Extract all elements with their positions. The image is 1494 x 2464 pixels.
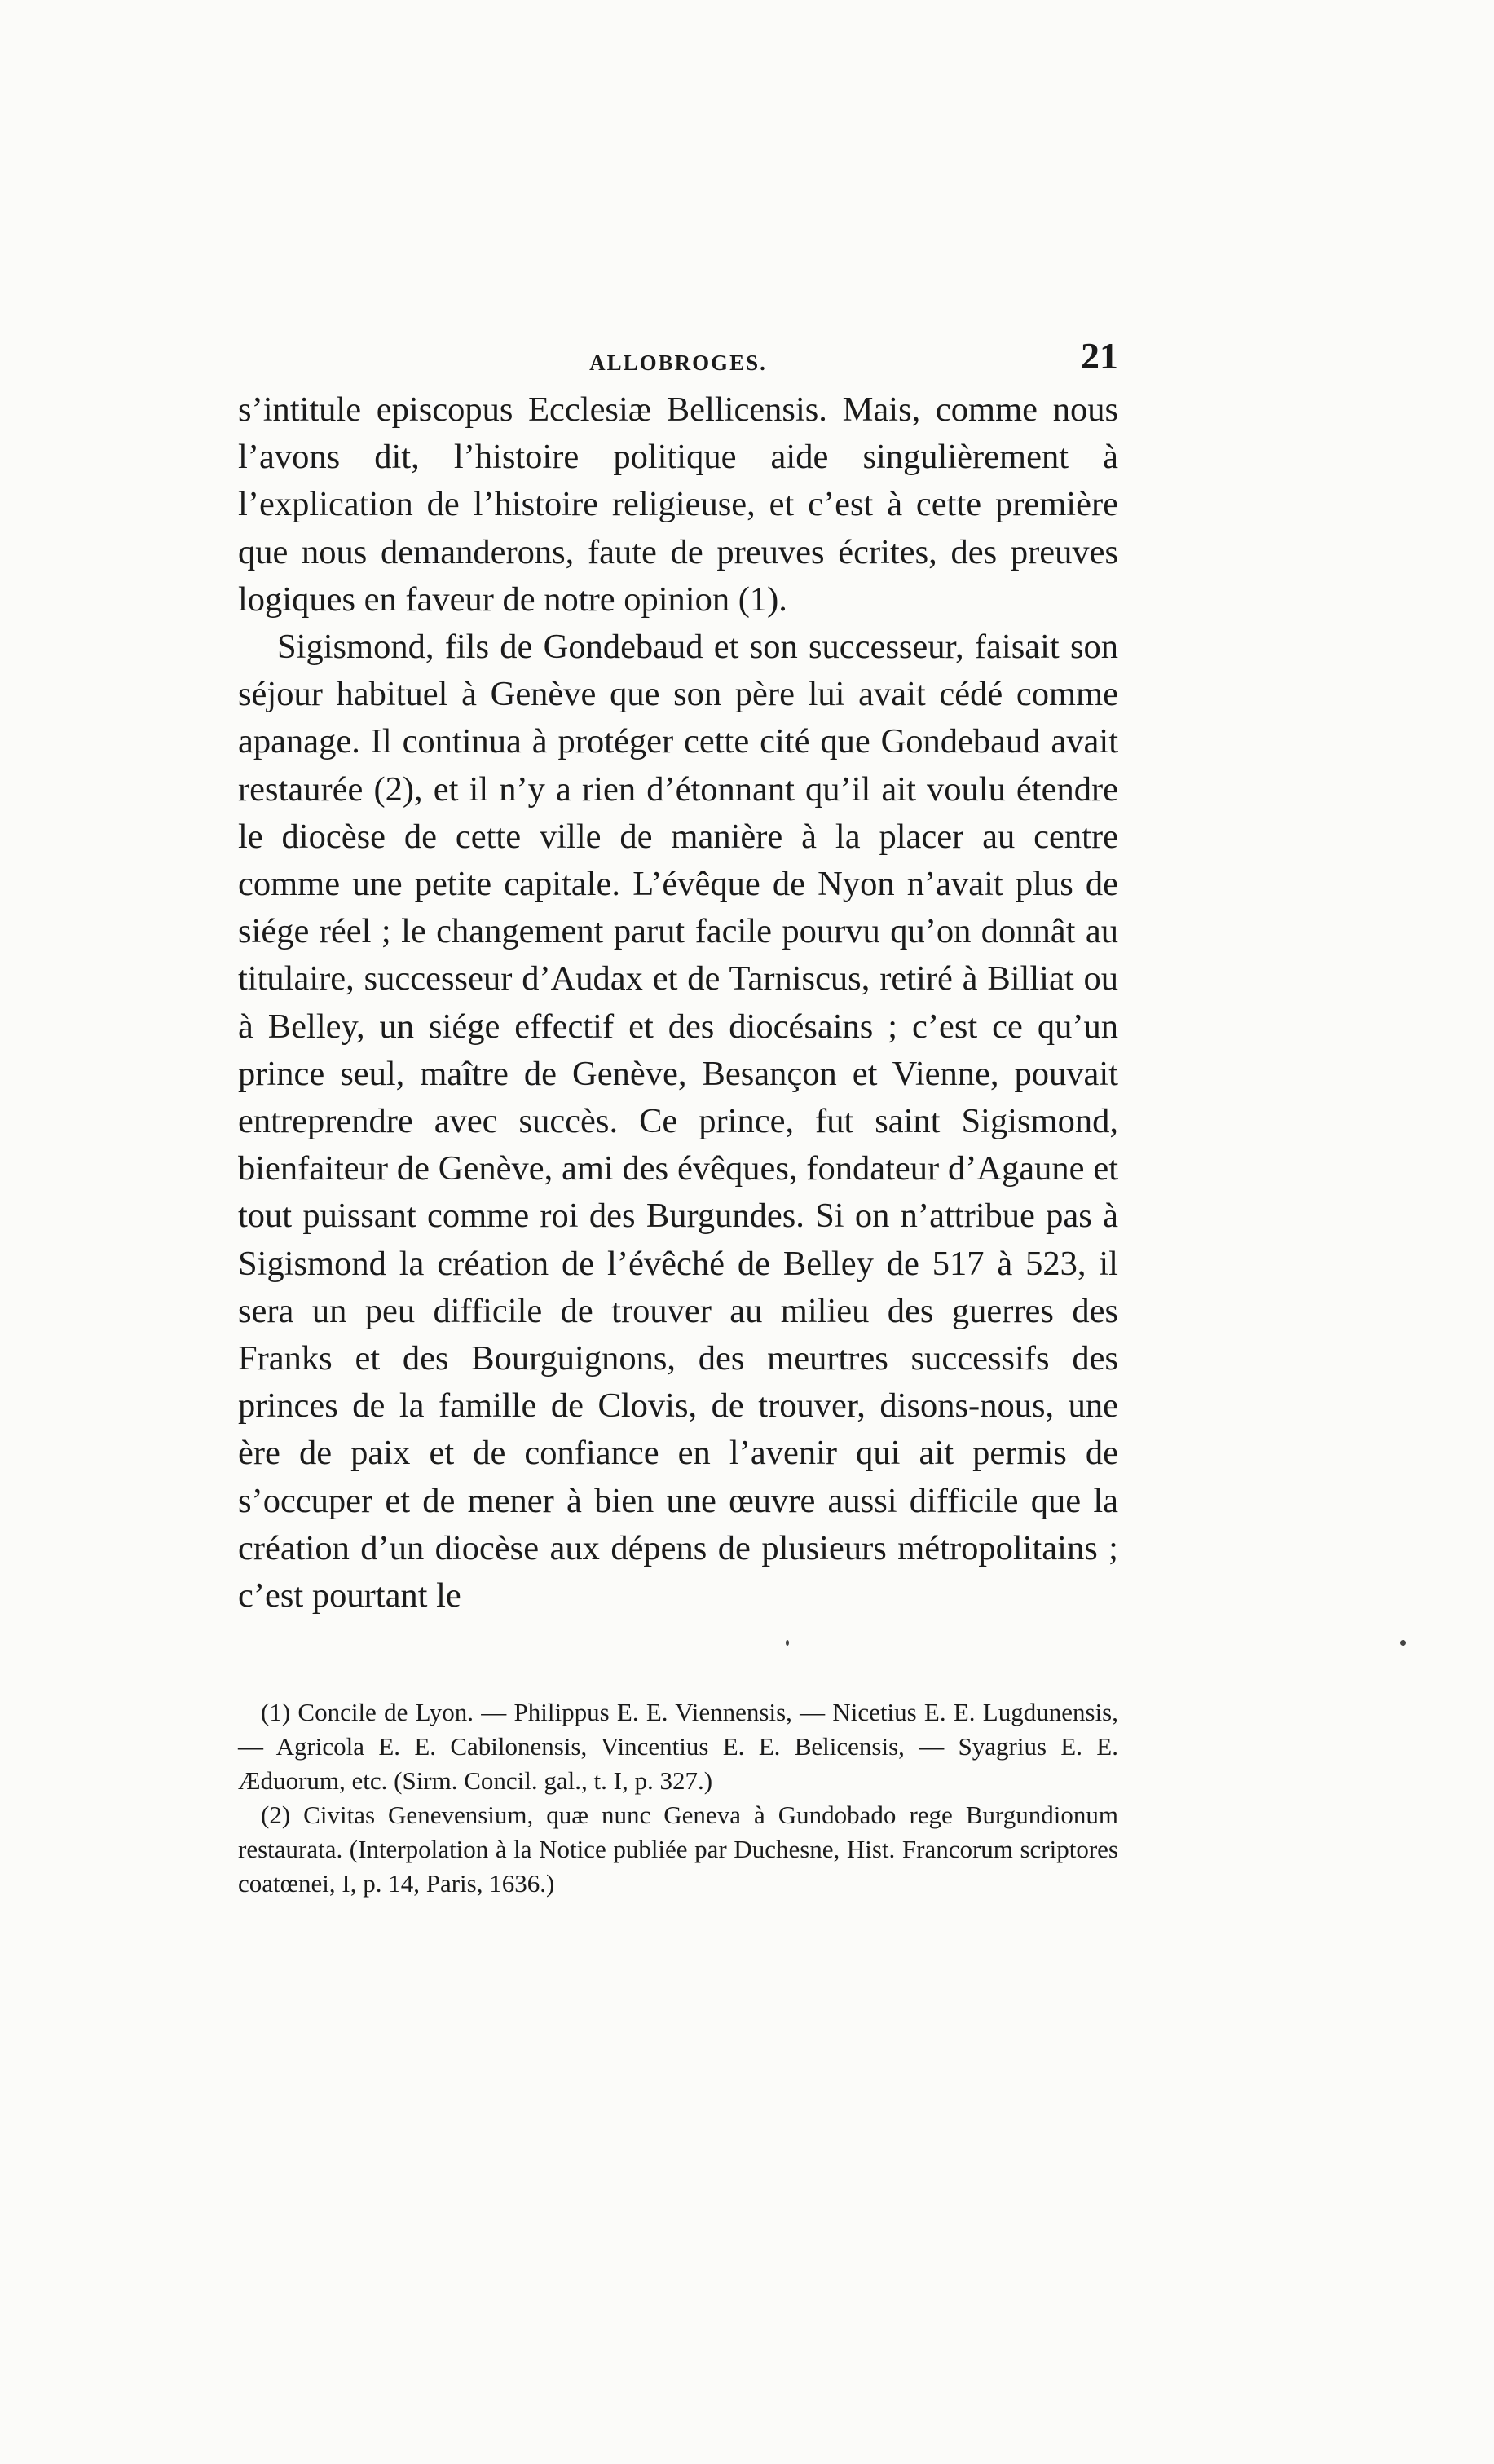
footnote-1: (1) Concile de Lyon. — Philippus E. E. Viennensis, — Nicetius E. E. Lugdunensis, — Agricola E. E. Cabilonensis, Vincentius E. E. Belicensis, — Syagrius E. E. Æduorum, etc. (Sirm. Concil. gal., t. I, p. 327.) — [238, 1698, 1118, 1795]
footnote-2: (2) Civitas Genevensium, quæ nunc Geneva à Gundobado rege Burgundionum restaurata. (Interpolation à la Notice publiée par Duchesne, Hist. Francorum scriptores coatœnei, I, p. 14, Paris, 1636.) — [238, 1801, 1118, 1898]
main-text — [238, 386, 1118, 1620]
paragraph-1: s’intitule episcopus Ecclesiæ Bellicensis. Mais, comme nous l’avons dit, l’histoire politique aide singulièrement à l’explication de l’histoire religieuse, et c’est à cette première que nous demanderons, faute de preuves écrites, des preuves logiques en faveur de notre opinion (1). — [238, 390, 1118, 619]
paragraph-2: Sigismond, fils de Gondebaud et son successeur, faisait son séjour habituel à Genève que son père lui avait cédé comme apanage. Il continua à protéger cette cité que Gondebaud avait restaurée (2), et il n’y a rien d’étonnant qu’il ait voulu étendre le diocèse de cette ville de manière à la placer au centre comme une petite capitale. L’évêque de Nyon n’avait plus de siége réel ; le changement parut facile pourvu qu’on donnât au titulaire, successeur d’Audax et de Tarniscus, retiré à Billiat ou à Belley, un siége effectif et des diocésains ; c’est ce qu’un prince seul, maître de Genève, Besançon et Vienne, pouvait entreprendre avec succès. Ce prince, fut saint Sigismond, bienfaiteur de Genève, ami des évêques, fondateur d’Agaune et tout puissant comme roi des Burgundes. Si on n’attribue pas à Sigismond la création de l’évêché de Belley de 517 à 523, il sera un peu difficile de trouver au milieu des guerres des Franks et des Bourguignons, des meurtres successifs des princes de la famille de Clovis, de trouver, disons-nous, une ère de paix et de confiance en l’avenir qui ait permis de s’occuper et de mener à bien une œuvre aussi difficile que la création d’un diocèse aux dépens de plusieurs métropolitains ; c’est pourtant le — [238, 628, 1118, 1615]
running-head — [238, 334, 1118, 386]
footnotes — [238, 1695, 1118, 1901]
page-number: 21 — [1081, 335, 1118, 377]
speck-mark — [786, 1640, 789, 1646]
speck-mark — [1400, 1640, 1406, 1646]
running-title: ALLOBROGES. — [589, 350, 767, 375]
